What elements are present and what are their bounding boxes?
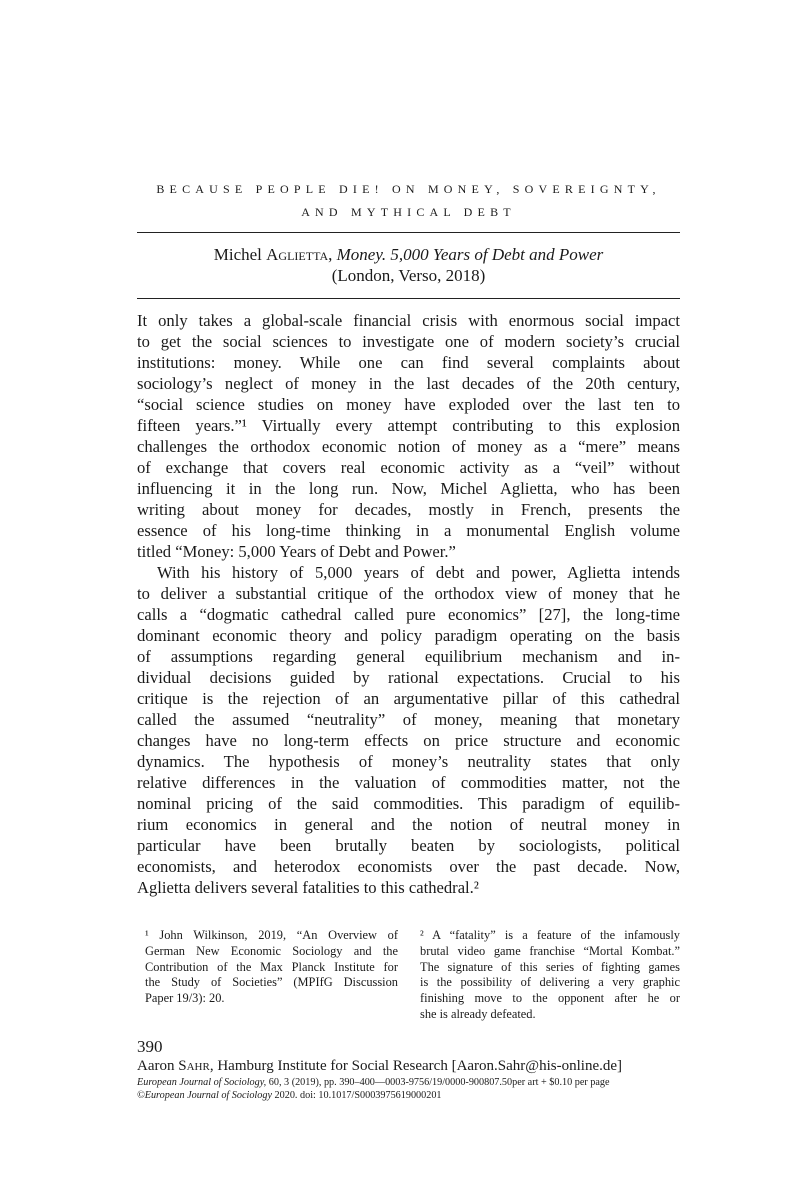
- affiliation-last: Sahr: [178, 1058, 210, 1074]
- footnote-line: Contribution of the Max Planck Institute for: [145, 959, 398, 974]
- text-line: dominant economic theory and policy paradigm operating on the basis: [137, 626, 680, 645]
- journal-details: 60, 3 (2019), pp. 390–400—0003-9756/19/0000-900807.50per art + $0.10 per page: [266, 1077, 610, 1088]
- copyright-details: 2020. doi: 10.1017/S0003975619000201: [271, 1090, 442, 1101]
- text-line: challenges the orthodox economic notion of money as a “mere” means: [137, 437, 680, 456]
- bottom-rule: [137, 298, 680, 299]
- text-line: to get the social sciences to investigate one of modern society’s crucial: [137, 332, 680, 351]
- article-title-line-2: AND MYTHICAL DEBT: [301, 205, 516, 219]
- footnote-2: [420, 928, 680, 1023]
- copyright-journal: ©European Journal of Sociology: [137, 1090, 272, 1101]
- top-rule: [137, 232, 680, 233]
- text-line: nominal pricing of the said commodities. This paradigm of equilib-: [137, 794, 680, 813]
- text-line: of exchange that covers real economic activity as a “veil” without: [137, 458, 680, 477]
- footnote-line: brutal video game franchise “Mortal Kombat.”: [420, 943, 680, 958]
- text-line: It only takes a global-scale financial crisis with enormous social impact: [137, 311, 680, 330]
- review-citation: [137, 245, 680, 265]
- affiliation-first: Aaron: [137, 1058, 179, 1074]
- text-line: With his history of 5,000 years of debt and power, Aglietta intends: [157, 563, 680, 582]
- text-line: institutions: money. While one can find several complaints about: [137, 353, 680, 372]
- text-line: called the assumed “neutrality” of money, meaning that monetary: [137, 710, 680, 729]
- publication-info: (London, Verso, 2018): [331, 266, 486, 285]
- text-line: calls a “dogmatic cathedral called pure economics” [27], the long-time: [137, 605, 680, 624]
- text-line: titled “Money: 5,000 Years of Debt and Power.”: [137, 542, 456, 561]
- text-line: dynamics. The hypothesis of money’s neutrality states that only: [137, 752, 680, 771]
- text-line: Aglietta delivers several fatalities to this cathedral.²: [137, 878, 479, 897]
- text-line: to deliver a substantial critique of the orthodox view of money that he: [137, 584, 680, 603]
- footnote-line: ¹ John Wilkinson, 2019, “An Overview of: [145, 928, 398, 942]
- journal-name: European Journal of Sociology,: [137, 1077, 267, 1088]
- footnote-line: Paper 19/3): 20.: [145, 991, 225, 1006]
- author-last: Aglietta: [266, 245, 329, 264]
- footnote-line: The signature of this series of fighting games: [420, 959, 680, 974]
- footnote-1: [145, 928, 398, 1007]
- article-title-line-1: BECAUSE PEOPLE DIE! ON MONEY, SOVEREIGNTY,: [156, 182, 661, 196]
- text-line: writing about money for decades, mostly in French, presents the: [137, 500, 680, 519]
- text-line: “social science studies on money have exploded over the last ten to: [137, 395, 680, 414]
- footnote-line: the Study of Societies” (MPIfG Discussion: [145, 975, 398, 990]
- author-first: Michel: [213, 245, 267, 264]
- text-line: critique is the rejection of an argumentative pillar of this cathedral: [137, 689, 680, 708]
- footnote-line: she is already defeated.: [420, 1006, 536, 1021]
- footnote-line: finishing move to the opponent after he or: [420, 991, 680, 1006]
- text-line: sociology’s neglect of money in the last decades of the 20th century,: [137, 374, 680, 393]
- journal-line: [137, 1077, 610, 1088]
- body-text: [137, 310, 680, 898]
- text-line: rium economics in general and the notion of neutral money in: [137, 815, 680, 834]
- text-line: dividual decisions guided by rational expectations. Crucial to his: [137, 668, 680, 687]
- text-line: relative differences in the valuation of commodities matter, not the: [137, 773, 680, 792]
- page-number: 390: [137, 1037, 163, 1056]
- text-line: changes have no long-term effects on price structure and economic: [137, 731, 680, 750]
- text-line: particular have been brutally beaten by sociologists, political: [137, 836, 680, 855]
- footnote-line: German New Economic Sociology and the: [145, 943, 398, 958]
- affiliation-rest: , Hamburg Institute for Social Research [Aaron.Sahr@his-online.de]: [209, 1058, 623, 1074]
- book-title: Money. 5,000 Years of Debt and Power: [336, 245, 604, 264]
- footnote-line: is the possibility of delivering a very graphic: [420, 975, 680, 990]
- text-line: fifteen years.”¹ Virtually every attempt contributing to this explosion: [137, 416, 680, 435]
- text-line: of assumptions regarding general equilibrium mechanism and in-: [137, 647, 680, 666]
- author-affiliation: [137, 1058, 622, 1075]
- footnote-line: ² A “fatality” is a feature of the infamously: [420, 928, 680, 942]
- text-line: influencing it in the long run. Now, Michel Aglietta, who has been: [137, 479, 680, 498]
- text-line: essence of his long-time thinking in a monumental English volume: [137, 521, 680, 540]
- separator: ,: [328, 245, 337, 264]
- text-line: economists, and heterodox economists over the past decade. Now,: [137, 857, 680, 876]
- copyright-line: [137, 1090, 442, 1101]
